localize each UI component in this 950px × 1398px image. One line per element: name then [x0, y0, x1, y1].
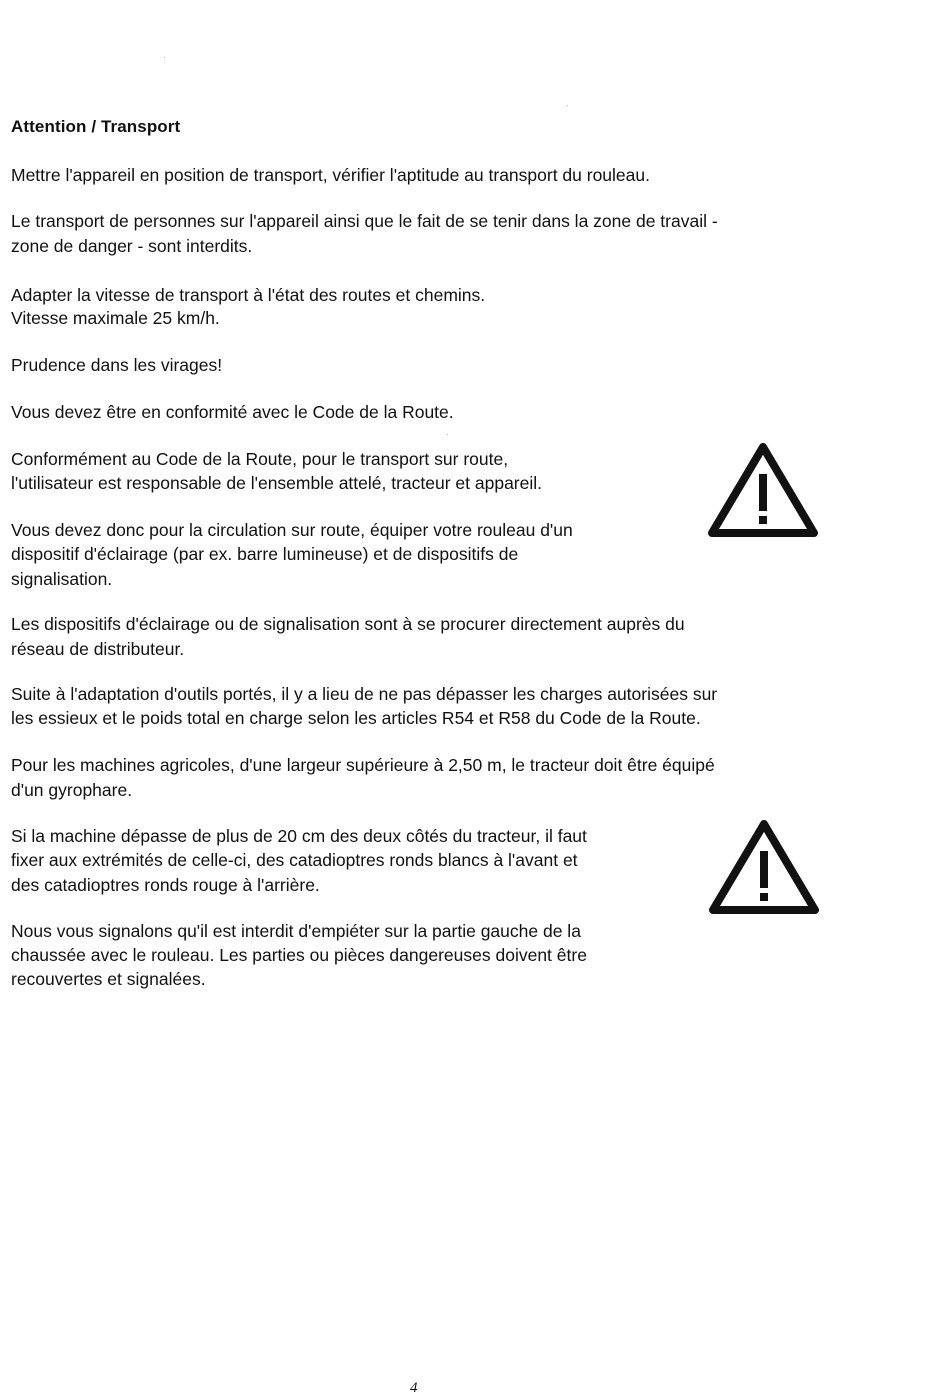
paragraph-line: Vous devez donc pour la circulation sur route, équiper votre rouleau d'un	[11, 520, 573, 540]
paragraph-line: Suite à l'adaptation d'outils portés, il y a lieu de ne pas dépasser les charges autorisées sur	[11, 684, 718, 704]
paragraph-line: Prudence dans les virages!	[11, 355, 223, 375]
paragraph-line: fixer aux extrémités de celle-ci, des catadioptres ronds blancs à l'avant et	[11, 850, 578, 870]
page-number: 4	[410, 1380, 418, 1396]
warning-triangle-icon	[709, 820, 819, 916]
paragraph-line: Pour les machines agricoles, d'une largeur supérieure à 2,50 m, le tracteur doit être équipé	[11, 755, 715, 775]
paragraph-line: Mettre l'appareil en position de transport, vérifier l'aptitude au transport du rouleau.	[11, 165, 650, 185]
warning-triangle-icon	[708, 443, 818, 539]
paragraph-line: signalisation.	[11, 569, 113, 589]
paragraph-line: recouvertes et signalées.	[11, 969, 206, 989]
paragraph-line: Vous devez être en conformité avec le Code de la Route.	[11, 402, 454, 422]
paragraph-line: zone de danger - sont interdits.	[11, 236, 253, 256]
paragraph-line: Le transport de personnes sur l'appareil ainsi que le fait de se tenir dans la zone de travail -	[11, 211, 718, 231]
paragraph-line: Les dispositifs d'éclairage ou de signalisation sont à se procurer directement auprès du	[11, 614, 685, 634]
paragraph-line: dispositif d'éclairage (par ex. barre lumineuse) et de dispositifs de	[11, 544, 519, 564]
paragraph-line: réseau de distributeur.	[11, 639, 185, 659]
paragraph-line: des catadioptres ronds rouge à l'arrière.	[11, 875, 320, 895]
paragraph-line: Vitesse maximale 25 km/h.	[11, 308, 220, 328]
paragraph-line: d'un gyrophare.	[11, 780, 133, 800]
section-heading: Attention / Transport	[11, 117, 181, 136]
paragraph-line: Si la machine dépasse de plus de 20 cm des deux côtés du tracteur, il faut	[11, 826, 587, 846]
paragraph-line: chaussée avec le rouleau. Les parties ou pièces dangereuses doivent être	[11, 945, 587, 965]
paragraph-line: Nous vous signalons qu'il est interdit d'empiéter sur la partie gauche de la	[11, 921, 581, 941]
paragraph-line: Conformément au Code de la Route, pour le transport sur route,	[11, 449, 509, 469]
paragraph-line: Adapter la vitesse de transport à l'état des routes et chemins.	[11, 285, 486, 305]
scan-speck	[164, 57, 165, 58]
paragraph-line: l'utilisateur est responsable de l'ensemble attelé, tracteur et appareil.	[11, 473, 543, 493]
scan-speck	[567, 105, 568, 106]
scan-speck	[447, 434, 448, 435]
paragraph-line: les essieux et le poids total en charge selon les articles R54 et R58 du Code de la Route.	[11, 708, 701, 728]
